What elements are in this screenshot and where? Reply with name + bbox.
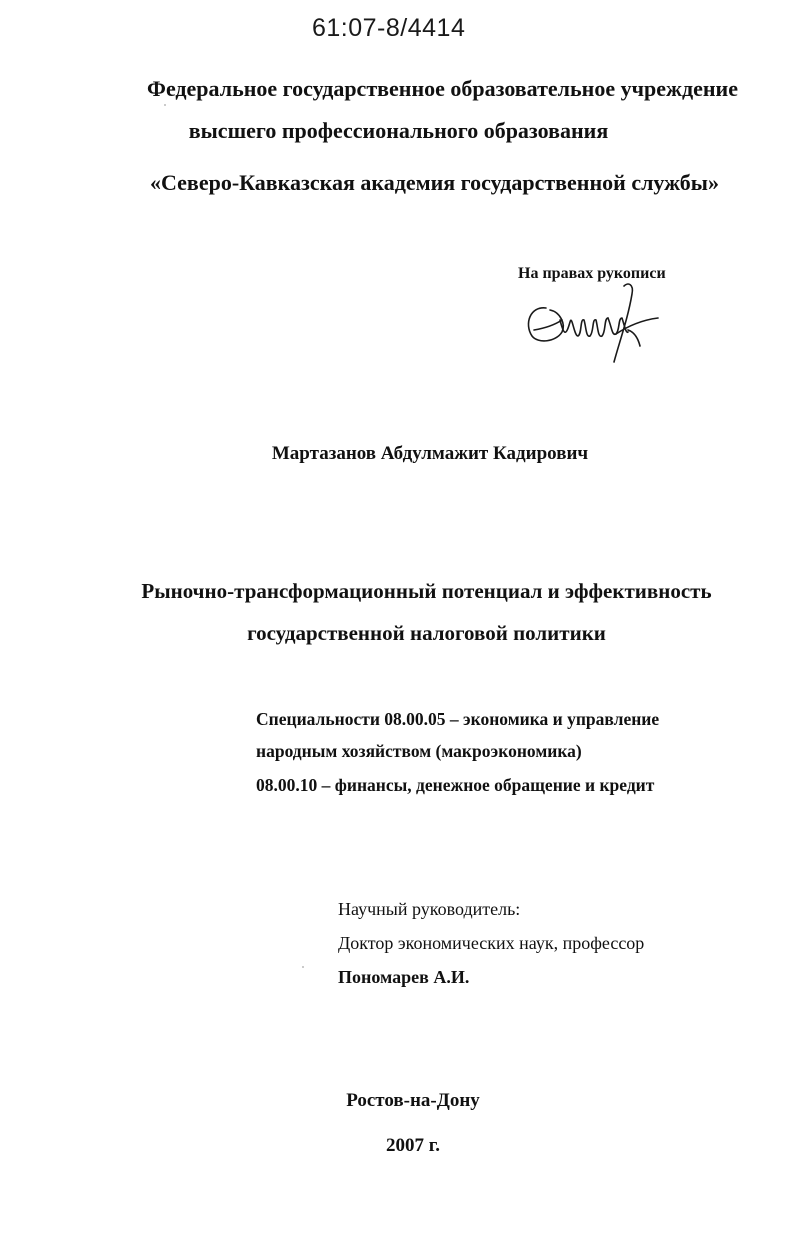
manuscript-note: На правах рукописи [518,265,666,282]
year: 2007 г. [386,1135,440,1156]
handwritten-signature [516,278,666,368]
advisor-label: Научный руководитель: [338,899,521,919]
author-name: Мартазанов Абдулмажит Кадирович [271,443,589,464]
institution-line-1: Федеральное государственное образовательное учреждение [147,76,738,101]
catalog-code: 61:07-8/4414 [312,14,466,42]
city: Ростов-на-Дону [346,1090,480,1111]
specialty-line-3: 08.00.10 – финансы, денежное обращение и кредит [256,775,655,795]
thesis-title-line-2: государственной налоговой политики [247,621,606,645]
thesis-title-line-1: Рыночно-трансформационный потенциал и эффективность [141,579,712,603]
scan-speck [164,104,166,106]
advisor-degree: Доктор экономических наук, профессор [338,933,645,953]
scan-speck [302,966,304,968]
specialty-line-1: Специальности 08.00.05 – экономика и управление [256,709,660,729]
institution-line-2: высшего профессионального образования [188,118,609,143]
specialty-line-2: народным хозяйством (макроэкономика) [256,741,582,761]
institution-line-3: «Северо-Кавказская академия государственной службы» [150,170,719,195]
advisor-name: Пономарев А.И. [338,967,470,987]
